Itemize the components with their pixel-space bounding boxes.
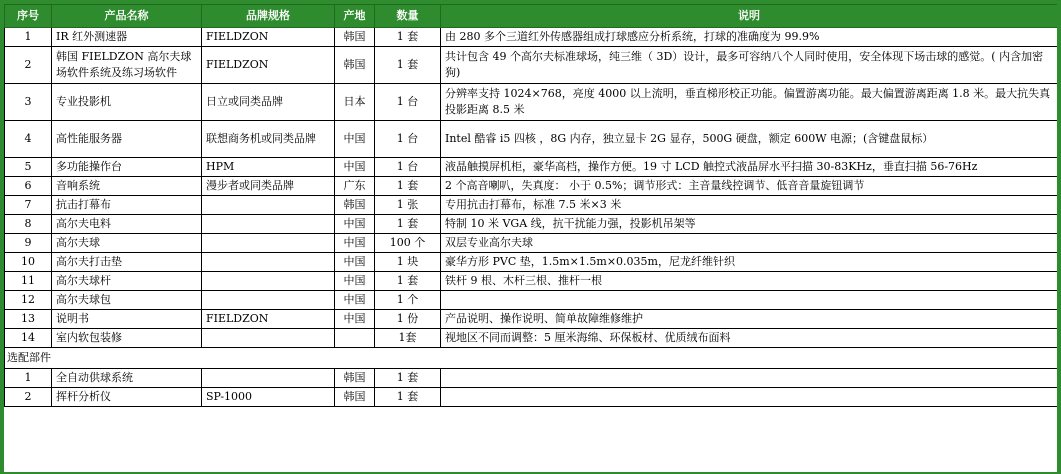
- section-row: [5, 348, 1058, 369]
- cell-origin: 韩国: [335, 47, 375, 84]
- cell-quantity: 1 台: [375, 158, 441, 177]
- cell-quantity: 100 个: [375, 234, 441, 253]
- cell-brand-spec: [202, 215, 335, 234]
- cell-quantity: 1 套: [375, 272, 441, 291]
- cell-brand-spec: FIELDZON: [202, 310, 335, 329]
- cell-quantity: 1 张: [375, 196, 441, 215]
- table-row: [5, 272, 1058, 291]
- cell-origin: 中国: [335, 215, 375, 234]
- table-row: [5, 196, 1058, 215]
- cell-product-name: 多功能操作台: [52, 158, 202, 177]
- cell-origin: 广东: [335, 177, 375, 196]
- cell-description: 专用抗击打幕布，标准 7.5 米×3 米: [441, 196, 1058, 215]
- cell-brand-spec: FIELDZON: [202, 47, 335, 84]
- cell-brand-spec: [202, 196, 335, 215]
- cell-brand-spec: 日立或同类品牌: [202, 84, 335, 121]
- cell-description: 双层专业高尔夫球: [441, 234, 1058, 253]
- cell-product-name: 室内软包装修: [52, 329, 202, 348]
- cell-quantity: 1 套: [375, 28, 441, 47]
- table-row: [5, 310, 1058, 329]
- cell-origin: 韩国: [335, 196, 375, 215]
- cell-origin: 中国: [335, 291, 375, 310]
- cell-brand-spec: HPM: [202, 158, 335, 177]
- cell-description: 分辨率支持 1024×768，亮度 4000 以上流明，垂直梯形校正功能。偏置游离功能。最大偏置游离距离 1.8 米。最大抗失真投影距离 8.5 米: [441, 84, 1058, 121]
- cell-brand-spec: [202, 272, 335, 291]
- cell-no: 12: [5, 291, 52, 310]
- cell-quantity: 1 台: [375, 84, 441, 121]
- cell-quantity: 1 套: [375, 388, 441, 407]
- cell-product-name: 专业投影机: [52, 84, 202, 121]
- cell-product-name: 抗击打幕布: [52, 196, 202, 215]
- equipment-spec-table: [4, 4, 1058, 407]
- cell-product-name: 音响系统: [52, 177, 202, 196]
- cell-brand-spec: SP-1000: [202, 388, 335, 407]
- cell-quantity: 1 个: [375, 291, 441, 310]
- cell-origin: [335, 329, 375, 348]
- cell-no: 1: [5, 28, 52, 47]
- cell-description: 产品说明、操作说明、简单故障维修维护: [441, 310, 1058, 329]
- cell-product-name: 高尔夫球杆: [52, 272, 202, 291]
- cell-description: [441, 291, 1058, 310]
- cell-product-name: 挥杆分析仪: [52, 388, 202, 407]
- cell-no: 13: [5, 310, 52, 329]
- table-row: [5, 158, 1058, 177]
- table-row: [5, 291, 1058, 310]
- cell-product-name: 全自动供球系统: [52, 369, 202, 388]
- cell-no: 6: [5, 177, 52, 196]
- table-row: [5, 215, 1058, 234]
- cell-quantity: 1 套: [375, 369, 441, 388]
- cell-no: 14: [5, 329, 52, 348]
- cell-origin: 韩国: [335, 388, 375, 407]
- cell-no: 5: [5, 158, 52, 177]
- cell-description: 铁杆 9 根、木杆三根、推杆一根: [441, 272, 1058, 291]
- table-row: [5, 369, 1058, 388]
- table-row: [5, 388, 1058, 407]
- cell-origin: 中国: [335, 158, 375, 177]
- cell-no: 3: [5, 84, 52, 121]
- cell-brand-spec: [202, 253, 335, 272]
- cell-product-name: IR 红外测速器: [52, 28, 202, 47]
- cell-product-name: 高尔夫球: [52, 234, 202, 253]
- cell-description: 特制 10 米 VGA 线，抗干扰能力强，投影机吊架等: [441, 215, 1058, 234]
- table-row: [5, 253, 1058, 272]
- cell-no: 9: [5, 234, 52, 253]
- cell-quantity: 1 套: [375, 47, 441, 84]
- cell-product-name: 高性能服务器: [52, 121, 202, 158]
- cell-quantity: 1 台: [375, 121, 441, 158]
- header-product-name: 产品名称: [52, 5, 202, 28]
- table-row: [5, 329, 1058, 348]
- cell-quantity: 1 套: [375, 215, 441, 234]
- cell-description: 豪华方形 PVC 垫，1.5m×1.5m×0.035m，尼龙纤维针织: [441, 253, 1058, 272]
- cell-origin: 韩国: [335, 369, 375, 388]
- cell-description: Intel 酷睿 i5 四核 ，8G 内存，独立显卡 2G 显存，500G 硬盘，额定 600W 电源；(含键盘鼠标）: [441, 121, 1058, 158]
- cell-origin: 中国: [335, 272, 375, 291]
- cell-no: 2: [5, 388, 52, 407]
- cell-quantity: 1 块: [375, 253, 441, 272]
- cell-description: 由 280 多个三道红外传感器组成打球感应分析系统，打球的准确度为 99.9%: [441, 28, 1058, 47]
- cell-no: 1: [5, 369, 52, 388]
- cell-origin: 中国: [335, 253, 375, 272]
- cell-origin: 韩国: [335, 28, 375, 47]
- cell-origin: 中国: [335, 234, 375, 253]
- header-origin: 产地: [335, 5, 375, 28]
- cell-no: 11: [5, 272, 52, 291]
- table-row: [5, 121, 1058, 158]
- header-quantity: 数量: [375, 5, 441, 28]
- cell-no: 8: [5, 215, 52, 234]
- cell-description: 2 个高音喇叭，失真度： 小于 0.5%；调节形式：主音量线控调节、低音音量旋钮调节: [441, 177, 1058, 196]
- cell-brand-spec: [202, 369, 335, 388]
- table-row: [5, 84, 1058, 121]
- cell-origin: 日本: [335, 84, 375, 121]
- cell-no: 2: [5, 47, 52, 84]
- cell-quantity: 1套: [375, 329, 441, 348]
- header-brand-spec: 品牌规格: [202, 5, 335, 28]
- cell-brand-spec: 联想商务机或同类品牌: [202, 121, 335, 158]
- cell-description: 共计包含 49 个高尔夫标准球场，纯三维（ 3D）设计，最多可容纳八个人同时使用，安全体现下场击球的感觉。( 内含加密狗): [441, 47, 1058, 84]
- table-header-row: [5, 5, 1058, 28]
- cell-brand-spec: [202, 234, 335, 253]
- cell-quantity: 1 套: [375, 177, 441, 196]
- header-description: 说明: [441, 5, 1058, 28]
- cell-description: 视地区不同而调整：5 厘米海绵、环保板材、优质绒布面料: [441, 329, 1058, 348]
- table-row: [5, 234, 1058, 253]
- table-row: [5, 177, 1058, 196]
- cell-description: [441, 369, 1058, 388]
- cell-no: 4: [5, 121, 52, 158]
- cell-description: [441, 388, 1058, 407]
- cell-product-name: 高尔夫球包: [52, 291, 202, 310]
- table-row: [5, 28, 1058, 47]
- cell-brand-spec: FIELDZON: [202, 28, 335, 47]
- cell-brand-spec: [202, 291, 335, 310]
- main-items-body: [5, 28, 1058, 348]
- optional-section-body: [5, 348, 1058, 369]
- cell-origin: 中国: [335, 310, 375, 329]
- cell-product-name: 韩国 FIELDZON 高尔夫球场软件系统及练习场软件: [52, 47, 202, 84]
- optional-items-body: [5, 369, 1058, 407]
- cell-description: 液晶触摸屏机柜，豪华高档，操作方便。19 寸 LCD 触控式液晶屏水平扫描 30-83KHz，垂直扫描 56-76Hz: [441, 158, 1058, 177]
- cell-brand-spec: 漫步者或同类品牌: [202, 177, 335, 196]
- header-no: 序号: [5, 5, 52, 28]
- cell-product-name: 高尔夫电料: [52, 215, 202, 234]
- cell-no: 7: [5, 196, 52, 215]
- cell-no: 10: [5, 253, 52, 272]
- cell-quantity: 1 份: [375, 310, 441, 329]
- cell-origin: 中国: [335, 121, 375, 158]
- cell-product-name: 高尔夫打击垫: [52, 253, 202, 272]
- table-row: [5, 47, 1058, 84]
- cell-product-name: 说明书: [52, 310, 202, 329]
- section-title: 选配部件: [5, 348, 1058, 369]
- cell-brand-spec: [202, 329, 335, 348]
